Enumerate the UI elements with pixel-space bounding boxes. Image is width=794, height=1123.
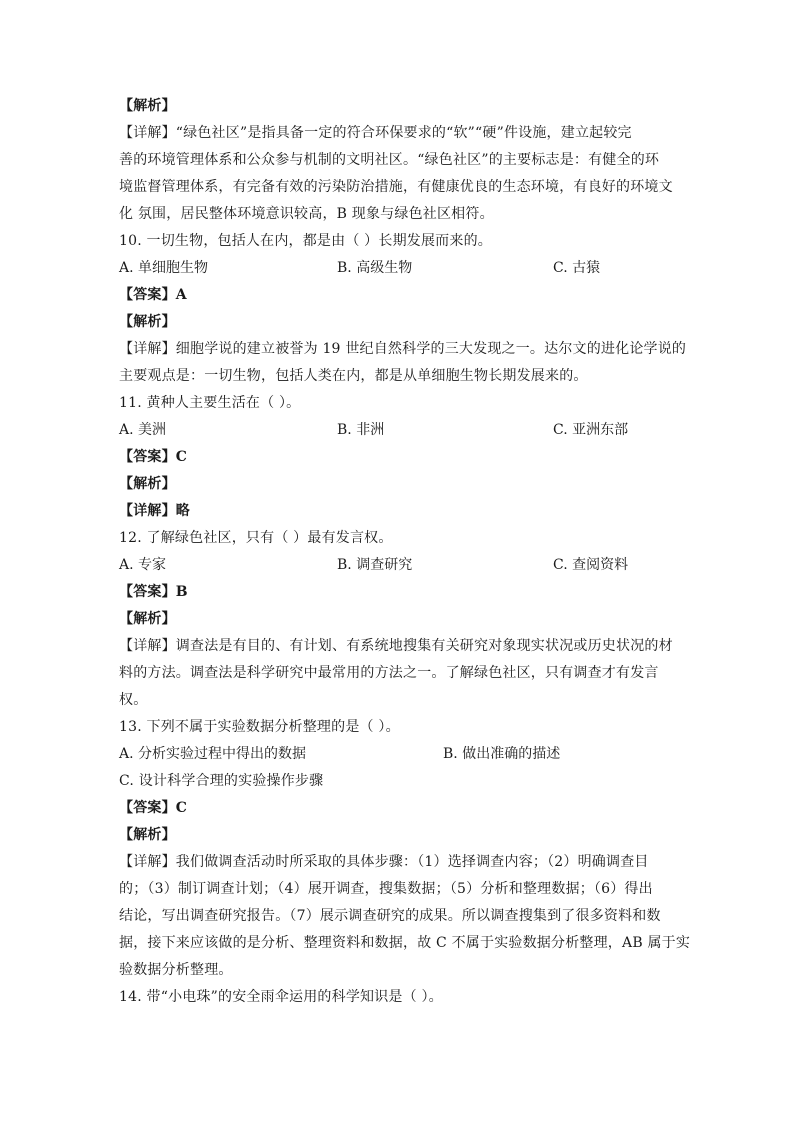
option-b: B. 调查研究 (337, 557, 413, 573)
option-b: B. 高级生物 (337, 260, 413, 276)
paragraph-line: 善的环境管理体系和公众参与机制的文明社区。“绿色社区”的主要标志是：有健全的环 (119, 152, 660, 168)
paragraph-line: 【详解】细胞学说的建立被誉为 19 世纪自然科学的三大发现之一。达尔文的进化论学说的 (119, 341, 687, 357)
option-c: C. 亚洲东部 (553, 422, 629, 438)
explanation-paragraph (119, 849, 691, 984)
question-text: 10. 一切生物，包括人在内，都是由（ ）长期发展而来的。 (119, 233, 492, 249)
question-text: 14. 带“小电珠”的安全雨伞运用的科学知识是（ ）。 (119, 989, 443, 1005)
section-tag: 【答案】A (119, 287, 187, 303)
explanation-paragraph (119, 120, 679, 228)
question-text: 12. 了解绿色社区，只有（ ）最有发言权。 (119, 530, 393, 546)
paragraph-line: 化 氛围，居民整体环境意识较高，B 现象与绿色社区相符。 (119, 206, 494, 222)
document-content (119, 93, 691, 1011)
option-c: C. 查阅资料 (553, 557, 629, 573)
option-b: B. 非洲 (337, 422, 385, 438)
option-b: B. 做出准确的描述 (443, 746, 561, 762)
section-tag: 【解析】 (119, 476, 176, 492)
paragraph-line: 的；（3）制订调查计划；（4）展开调查，搜集数据；（5）分析和整理数据；（6）得出 (119, 881, 653, 897)
section-tag: 【答案】C (119, 449, 188, 465)
section-tag: 【解析】 (119, 98, 176, 114)
paragraph-line: 验数据分析整理。 (119, 962, 233, 978)
explanation-paragraph (119, 336, 687, 390)
explanation-paragraph (119, 633, 679, 714)
paragraph-line: 权。 (119, 692, 148, 708)
option-a: A. 分析实验过程中得出的数据 (119, 746, 307, 762)
paragraph-line: 【详解】“绿色社区”是指具备一定的符合环保要求的“软”“硬”件设施，建立起较完 (119, 125, 632, 141)
section-tag: 【答案】B (119, 584, 188, 600)
section-tag: 【解析】 (119, 314, 176, 330)
option-a: A. 专家 (119, 557, 167, 573)
question-text: 13. 下列不属于实验数据分析整理的是（ ）。 (119, 719, 400, 735)
section-tag: 【解析】 (119, 611, 176, 627)
option-a: A. 美洲 (119, 422, 167, 438)
section-tag: 【详解】略 (119, 503, 190, 519)
answer-options (119, 255, 679, 282)
paragraph-line: 境监督管理体系，有完备有效的污染防治措施，有健康优良的生态环境，有良好的环境文 (119, 179, 673, 195)
option-c: C. 古猿 (553, 260, 601, 276)
answer-options (119, 417, 679, 444)
answer-options (119, 552, 679, 579)
question-text: C. 设计科学合理的实验操作步骤 (119, 773, 324, 789)
paragraph-line: 结论，写出调查研究报告。（7）展示调查研究的成果。所以调查搜集到了很多资料和数 (119, 908, 661, 924)
option-a: A. 单细胞生物 (119, 260, 209, 276)
answer-options (119, 741, 679, 768)
paragraph-line: 料的方法。调查法是科学研究中最常用的方法之一。了解绿色社区，只有调查才有发言 (119, 665, 659, 681)
paragraph-line: 【详解】我们做调查活动时所采取的具体步骤：（1）选择调查内容；（2）明确调查目 (119, 854, 649, 870)
paragraph-line: 主要观点是：一切生物，包括人类在内，都是从单细胞生物长期发展来的。 (119, 368, 588, 384)
section-tag: 【解析】 (119, 827, 176, 843)
paragraph-line: 【详解】调查法是有目的、有计划、有系统地搜集有关研究对象现实状况或历史状况的材 (119, 638, 673, 654)
question-text: 11. 黄种人主要生活在（ ）。 (119, 395, 301, 411)
section-tag: 【答案】C (119, 800, 188, 816)
paragraph-line: 据，接下来应该做的是分析、整理资料和数据，故 C 不属于实验数据分析整理，AB 属于实 (119, 935, 691, 951)
